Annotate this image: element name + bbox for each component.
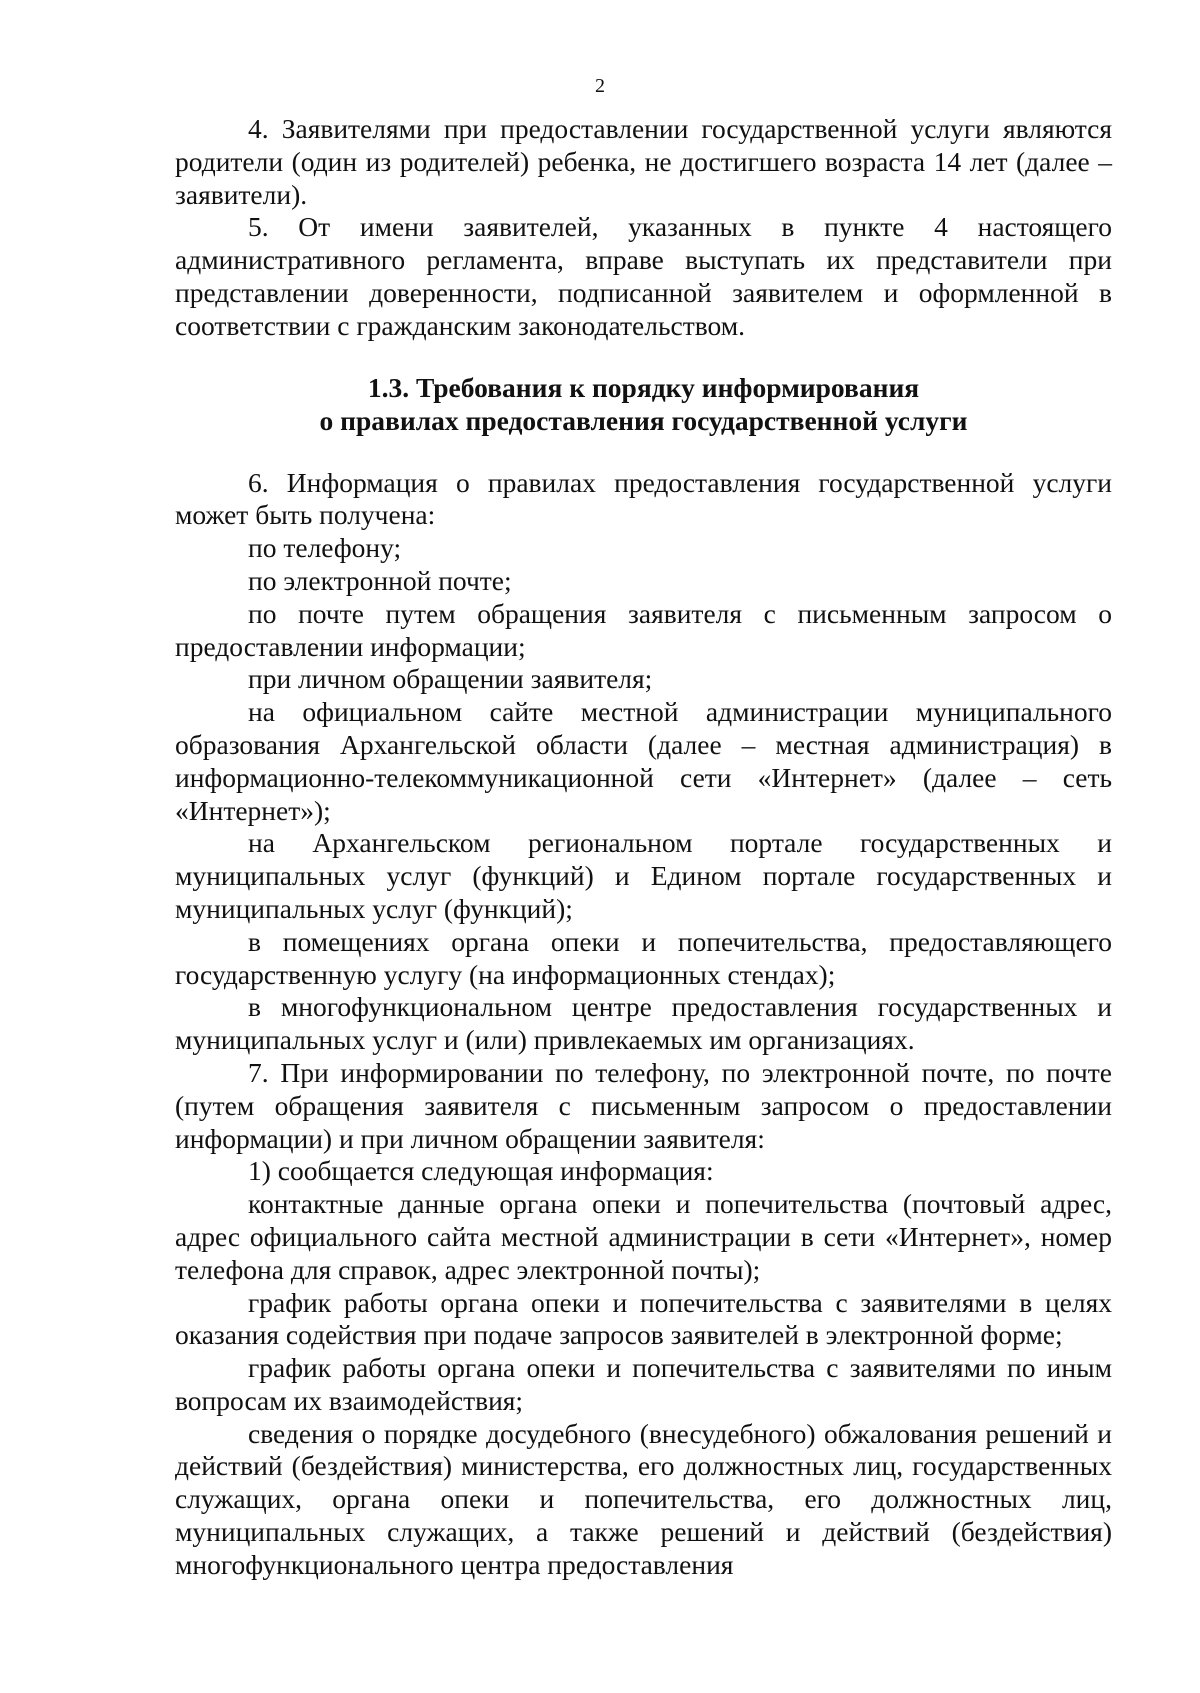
page-number: 2 <box>595 75 605 97</box>
paragraph: 7. При информировании по телефону, по электронной почте, по почте (путем обращения заявителя с письменным запросом о предоставлении информации) и при личном обращении заявителя: <box>175 1056 1112 1154</box>
section-heading <box>175 371 1112 437</box>
list-item: в помещениях органа опеки и попечительства, предоставляющего государственную услугу (на информационных стендах); <box>175 925 1112 990</box>
list-item: контактные данные органа опеки и попечительства (почтовый адрес, адрес официального сайта местной администрации в сети «Интернет», номер телефона для справок, адрес электронной почты); <box>175 1188 1112 1285</box>
list-item: при личном обращении заявителя; <box>248 663 653 695</box>
list-item: по электронной почте; <box>248 564 512 596</box>
list-item: на официальном сайте местной администрации муниципального образования Архангельской области (далее – местная администрация) в информационно-телекоммуникационной сети «Интернет» (далее – сеть «Интернет»); <box>175 696 1112 826</box>
paragraph: 6. Информация о правилах предоставления государственной услуги может быть получена: <box>175 466 1112 531</box>
list-item: 1) сообщается следующая информация: <box>248 1155 714 1187</box>
paragraph: 4. Заявителями при предоставлении государственной услуги являются родители (один из родителей) ребенка, не достигшего возраста 14 лет (далее – заявители). <box>175 113 1112 210</box>
document-body <box>175 113 1112 1582</box>
list-item: по почте путем обращения заявителя с письменным запросом о предоставлении информации; <box>175 597 1112 662</box>
list-item: по телефону; <box>248 532 402 564</box>
section-heading-line: 1.3. Требования к порядку информирования <box>367 371 920 403</box>
list-item: в многофункциональном центре предоставления государственных и муниципальных услуг и (или) привлекаемых им организациях. <box>175 991 1112 1056</box>
list-item: график работы органа опеки и попечительства с заявителями в целях оказания содействия при подаче запросов заявителей в электронной форме; <box>175 1286 1112 1351</box>
list-item: на Архангельском региональном портале государственных и муниципальных услуг (функций) и Едином портале государственных и муниципальных услуг (функций); <box>175 827 1112 924</box>
list-item: график работы органа опеки и попечительства с заявителями по иным вопросам их взаимодействия; <box>175 1352 1112 1416</box>
list-item: сведения о порядке досудебного (внесудебного) обжалования решений и действий (бездействия) министерства, его должностных лиц, государственных служащих, органа опеки и попечительства, его должностных лиц, муниципальных служащих, а также решений и действий (бездействия) многофункционального центра предоставления <box>175 1417 1112 1580</box>
section-heading-line: о правилах предоставления государственной услуги <box>319 404 968 436</box>
paragraph: 5. От имени заявителей, указанных в пункте 4 настоящего административного регламента, вправе выступать их представители при представлении доверенности, подписанной заявителем и оформленной в соответствии с гражданским законодательством. <box>175 211 1112 341</box>
